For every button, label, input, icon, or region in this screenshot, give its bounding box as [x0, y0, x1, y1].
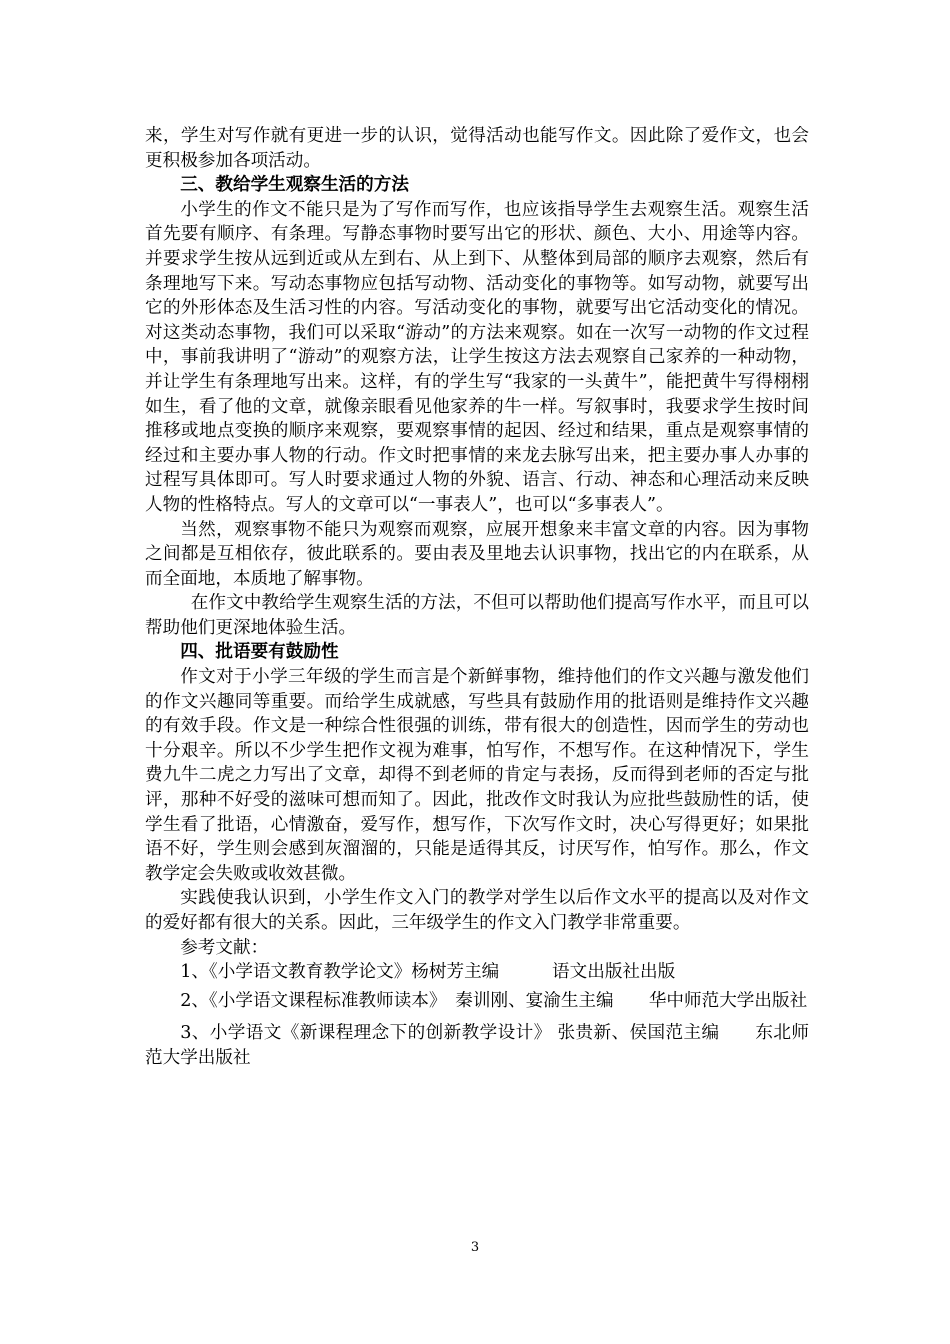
section3-paragraph-2: 当然，观察事物不能只为观察而观察，应展开想象来丰富文章的内容。因为事物之间都是互相依存，彼此联系的。要由表及里地去认识事物，找出它的内在联系，从而全面地，本质地了解事物。	[145, 519, 809, 589]
references-label: 参考文献：	[180, 937, 269, 958]
reference-item-3: 3、小学语文《新课程理念下的创新教学设计》 张贵新、侯国范主编 东北师范大学出版社	[145, 1023, 809, 1068]
document-body	[145, 124, 809, 1071]
reference-item-1: 1、《小学语文教育教学论文》杨树芳主编 语文出版社出版	[180, 962, 676, 983]
page-number: 3	[470, 1240, 480, 1255]
section4-paragraph-2: 实践使我认识到，小学生作文入门的教学对学生以后作文水平的提高以及对作文的爱好都有很大的关系。因此，三年级学生的作文入门教学非常重要。	[145, 888, 809, 933]
section-heading-3: 三、教给学生观察生活的方法	[180, 174, 409, 196]
section-heading-4: 四、批语要有鼓励性	[180, 641, 339, 663]
paragraph-continued: 来，学生对写作就有更进一步的认识，觉得活动也能写作文。因此除了爱作文，也会更积极参加各项活动。	[145, 126, 809, 171]
reference-item-2: 2、《小学语文课程标准教师读本》 秦训刚、宴渝生主编 华中师范大学出版社	[180, 990, 808, 1011]
section3-paragraph-1: 小学生的作文不能只是为了写作而写作，也应该指导学生去观察生活。观察生活首先要有顺序、有条理。写静态事物时要写出它的形状、颜色、大小、用途等内容。并要求学生按从远到近或从左到右、从上到下、从整体到局部的顺序去观察，然后有条理地写下来。写动态事物应包括写动物、活动变化的事物等。如写动物，就要写出它的外形体态及生活习性的内容。写活动变化的事物，就要写出它活动变化的情况。对这类动态事物，我们可以采取“游动”的方法来观察。如在一次写一动物的作文过程中，事前我讲明了“游动”的观察方法，让学生按这方法去观察自己家养的一种动物，并让学生有条理地写出来。这样，有的学生写“我家的一头黄牛”，能把黄牛写得栩栩如生，看了他的文章，就像亲眼看见他家养的牛一样。写叙事时，我要求学生按时间推移或地点变换的顺序来观察，要观察事情的起因、经过和结果，重点是观察事情的经过和主要办事人物的行动。作文时把事情的来龙去脉写出来，把主要办事人办事的过程写具体即可。写人时要求通过人物的外貌、语言、行动、神态和心理活动来反映人物的性格特点。写人的文章可以“一事表人”，也可以“多事表人”。	[145, 199, 809, 515]
section3-paragraph-3: 在作文中教给学生观察生活的方法，不但可以帮助他们提高写作水平，而且可以帮助他们更深地体验生活。	[145, 593, 809, 638]
section4-paragraph-1: 作文对于小学三年级的学生而言是个新鲜事物，维持他们的作文兴趣与激发他们的作文兴趣同等重要。而给学生成就感，写些具有鼓励作用的批语则是维持作文兴趣的有效手段。作文是一种综合性很强的训练，带有很大的创造性，因而学生的劳动也十分艰辛。所以不少学生把作文视为难事，怕写作，不想写作。在这种情况下，学生费九牛二虎之力写出了文章，却得不到老师的肯定与表扬，反而得到老师的否定与批评，那种不好受的滋味可想而知了。因此，批改作文时我认为应批些鼓励性的话，使学生看了批语，心情激奋，爱写作，想写作，下次写作文时，决心写得更好；如果批语不好，学生则会感到灰溜溜的，只能是适得其反，讨厌写作，怕写作。那么，作文教学定会失败或收效甚微。	[145, 667, 809, 884]
